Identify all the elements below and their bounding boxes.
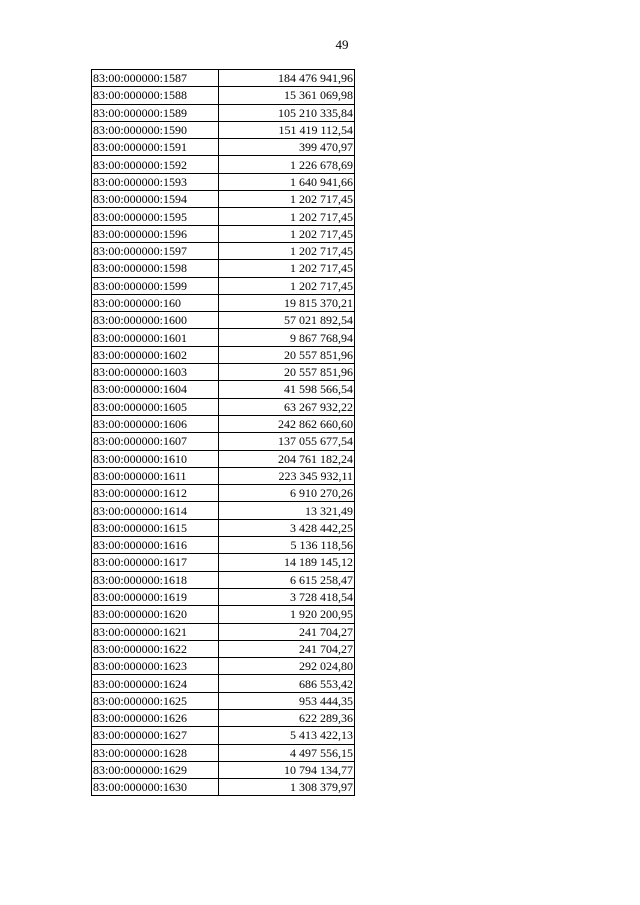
- cadastral-value-cell: 5 413 422,13: [219, 727, 355, 744]
- cadastral-value-cell: 137 055 677,54: [219, 433, 355, 450]
- cadastral-number-cell: 83:00:000000:1614: [92, 502, 219, 519]
- cadastral-number-cell: 83:00:000000:1620: [92, 606, 219, 623]
- cadastral-number-cell: 83:00:000000:1604: [92, 381, 219, 398]
- cadastral-number-cell: 83:00:000000:1623: [92, 658, 219, 675]
- table-body: [92, 70, 355, 796]
- table-row: [92, 779, 355, 796]
- cadastral-number-cell: 83:00:000000:1595: [92, 208, 219, 225]
- table-row: [92, 260, 355, 277]
- cadastral-value-cell: 242 862 660,60: [219, 415, 355, 432]
- table-row: [92, 519, 355, 536]
- cadastral-number-cell: 83:00:000000:1612: [92, 485, 219, 502]
- cadastral-value-cell: 241 704,27: [219, 623, 355, 640]
- cadastral-value-cell: 105 210 335,84: [219, 104, 355, 121]
- cadastral-number-cell: 83:00:000000:1606: [92, 415, 219, 432]
- table-row: [92, 554, 355, 571]
- cadastral-value-cell: 1 202 717,45: [219, 260, 355, 277]
- cadastral-value-cell: 1 202 717,45: [219, 277, 355, 294]
- cadastral-value-cell: 399 470,97: [219, 139, 355, 156]
- cadastral-value-cell: 9 867 768,94: [219, 329, 355, 346]
- cadastral-number-cell: 83:00:000000:1596: [92, 225, 219, 242]
- cadastral-number-cell: 83:00:000000:1630: [92, 779, 219, 796]
- cadastral-value-cell: 953 444,35: [219, 692, 355, 709]
- cadastral-number-cell: 83:00:000000:1629: [92, 761, 219, 778]
- cadastral-number-cell: 83:00:000000:1605: [92, 398, 219, 415]
- cadastral-number-cell: 83:00:000000:1591: [92, 139, 219, 156]
- table-row: [92, 381, 355, 398]
- cadastral-value-cell: 184 476 941,96: [219, 70, 355, 87]
- cadastral-value-cell: 1 308 379,97: [219, 779, 355, 796]
- cadastral-number-cell: 83:00:000000:1627: [92, 727, 219, 744]
- cadastral-number-cell: 83:00:000000:1594: [92, 191, 219, 208]
- table-row: [92, 709, 355, 726]
- table-row: [92, 329, 355, 346]
- table-row: [92, 191, 355, 208]
- cadastral-value-cell: 6 910 270,26: [219, 485, 355, 502]
- table-row: [92, 450, 355, 467]
- cadastral-value-cell: 686 553,42: [219, 675, 355, 692]
- cadastral-number-cell: 83:00:000000:1600: [92, 312, 219, 329]
- cadastral-number-cell: 83:00:000000:1602: [92, 346, 219, 363]
- cadastral-value-cell: 223 345 932,11: [219, 467, 355, 484]
- cadastral-value-cell: 5 136 118,56: [219, 537, 355, 554]
- table-row: [92, 173, 355, 190]
- table-row: [92, 502, 355, 519]
- page-number: 49: [335, 37, 349, 52]
- cadastral-value-cell: 20 557 851,96: [219, 364, 355, 381]
- cadastral-value-cell: 3 728 418,54: [219, 588, 355, 605]
- cadastral-value-cell: 19 815 370,21: [219, 294, 355, 311]
- cadastral-value-cell: 151 419 112,54: [219, 121, 355, 138]
- table-row: [92, 242, 355, 259]
- table-row: [92, 571, 355, 588]
- cadastral-number-cell: 83:00:000000:1621: [92, 623, 219, 640]
- cadastral-value-table: [91, 69, 355, 796]
- cadastral-value-cell: 10 794 134,77: [219, 761, 355, 778]
- table-row: [92, 640, 355, 657]
- cadastral-number-cell: 83:00:000000:1619: [92, 588, 219, 605]
- cadastral-number-cell: 83:00:000000:1625: [92, 692, 219, 709]
- table-row: [92, 277, 355, 294]
- table-row: [92, 156, 355, 173]
- cadastral-value-cell: 41 598 566,54: [219, 381, 355, 398]
- cadastral-number-cell: 83:00:000000:1626: [92, 709, 219, 726]
- cadastral-number-cell: 83:00:000000:1592: [92, 156, 219, 173]
- table-row: [92, 364, 355, 381]
- cadastral-value-cell: 1 202 717,45: [219, 242, 355, 259]
- table-row: [92, 761, 355, 778]
- cadastral-value-cell: 63 267 932,22: [219, 398, 355, 415]
- cadastral-number-cell: 83:00:000000:1593: [92, 173, 219, 190]
- table-row: [92, 346, 355, 363]
- cadastral-number-cell: 83:00:000000:1616: [92, 537, 219, 554]
- cadastral-number-cell: 83:00:000000:1622: [92, 640, 219, 657]
- table-row: [92, 208, 355, 225]
- cadastral-number-cell: 83:00:000000:1618: [92, 571, 219, 588]
- cadastral-value-cell: 4 497 556,15: [219, 744, 355, 761]
- table-row: [92, 70, 355, 87]
- cadastral-number-cell: 83:00:000000:1617: [92, 554, 219, 571]
- cadastral-number-cell: 83:00:000000:1597: [92, 242, 219, 259]
- table-row: [92, 294, 355, 311]
- table-row: [92, 744, 355, 761]
- table-row: [92, 537, 355, 554]
- cadastral-value-cell: 1 226 678,69: [219, 156, 355, 173]
- table-row: [92, 225, 355, 242]
- table-row: [92, 727, 355, 744]
- table-row: [92, 312, 355, 329]
- cadastral-number-cell: 83:00:000000:1590: [92, 121, 219, 138]
- cadastral-value-cell: 14 189 145,12: [219, 554, 355, 571]
- cadastral-number-cell: 83:00:000000:1624: [92, 675, 219, 692]
- table-row: [92, 675, 355, 692]
- cadastral-number-cell: 83:00:000000:1607: [92, 433, 219, 450]
- cadastral-number-cell: 83:00:000000:1615: [92, 519, 219, 536]
- cadastral-value-cell: 204 761 182,24: [219, 450, 355, 467]
- cadastral-value-cell: 1 202 717,45: [219, 191, 355, 208]
- table-row: [92, 398, 355, 415]
- cadastral-number-cell: 83:00:000000:1587: [92, 70, 219, 87]
- cadastral-value-cell: 1 202 717,45: [219, 208, 355, 225]
- table-row: [92, 692, 355, 709]
- cadastral-value-cell: 1 202 717,45: [219, 225, 355, 242]
- table-row: [92, 658, 355, 675]
- table-row: [92, 433, 355, 450]
- cadastral-value-cell: 1 920 200,95: [219, 606, 355, 623]
- cadastral-value-cell: 13 321,49: [219, 502, 355, 519]
- table-row: [92, 104, 355, 121]
- cadastral-number-cell: 83:00:000000:1589: [92, 104, 219, 121]
- cadastral-number-cell: 83:00:000000:1628: [92, 744, 219, 761]
- table-row: [92, 588, 355, 605]
- cadastral-value-cell: 15 361 069,98: [219, 87, 355, 104]
- cadastral-number-cell: 83:00:000000:1601: [92, 329, 219, 346]
- cadastral-number-cell: 83:00:000000:1603: [92, 364, 219, 381]
- cadastral-value-cell: 1 640 941,66: [219, 173, 355, 190]
- cadastral-number-cell: 83:00:000000:1598: [92, 260, 219, 277]
- table-row: [92, 415, 355, 432]
- cadastral-value-cell: 292 024,80: [219, 658, 355, 675]
- cadastral-number-cell: 83:00:000000:160: [92, 294, 219, 311]
- table-row: [92, 623, 355, 640]
- table-row: [92, 485, 355, 502]
- table-row: [92, 139, 355, 156]
- cadastral-number-cell: 83:00:000000:1599: [92, 277, 219, 294]
- cadastral-value-cell: 57 021 892,54: [219, 312, 355, 329]
- table-row: [92, 467, 355, 484]
- cadastral-value-cell: 241 704,27: [219, 640, 355, 657]
- cadastral-number-cell: 83:00:000000:1611: [92, 467, 219, 484]
- cadastral-number-cell: 83:00:000000:1610: [92, 450, 219, 467]
- cadastral-value-cell: 6 615 258,47: [219, 571, 355, 588]
- table-row: [92, 121, 355, 138]
- cadastral-value-cell: 622 289,36: [219, 709, 355, 726]
- cadastral-value-cell: 3 428 442,25: [219, 519, 355, 536]
- table-row: [92, 606, 355, 623]
- table-row: [92, 87, 355, 104]
- cadastral-value-cell: 20 557 851,96: [219, 346, 355, 363]
- cadastral-number-cell: 83:00:000000:1588: [92, 87, 219, 104]
